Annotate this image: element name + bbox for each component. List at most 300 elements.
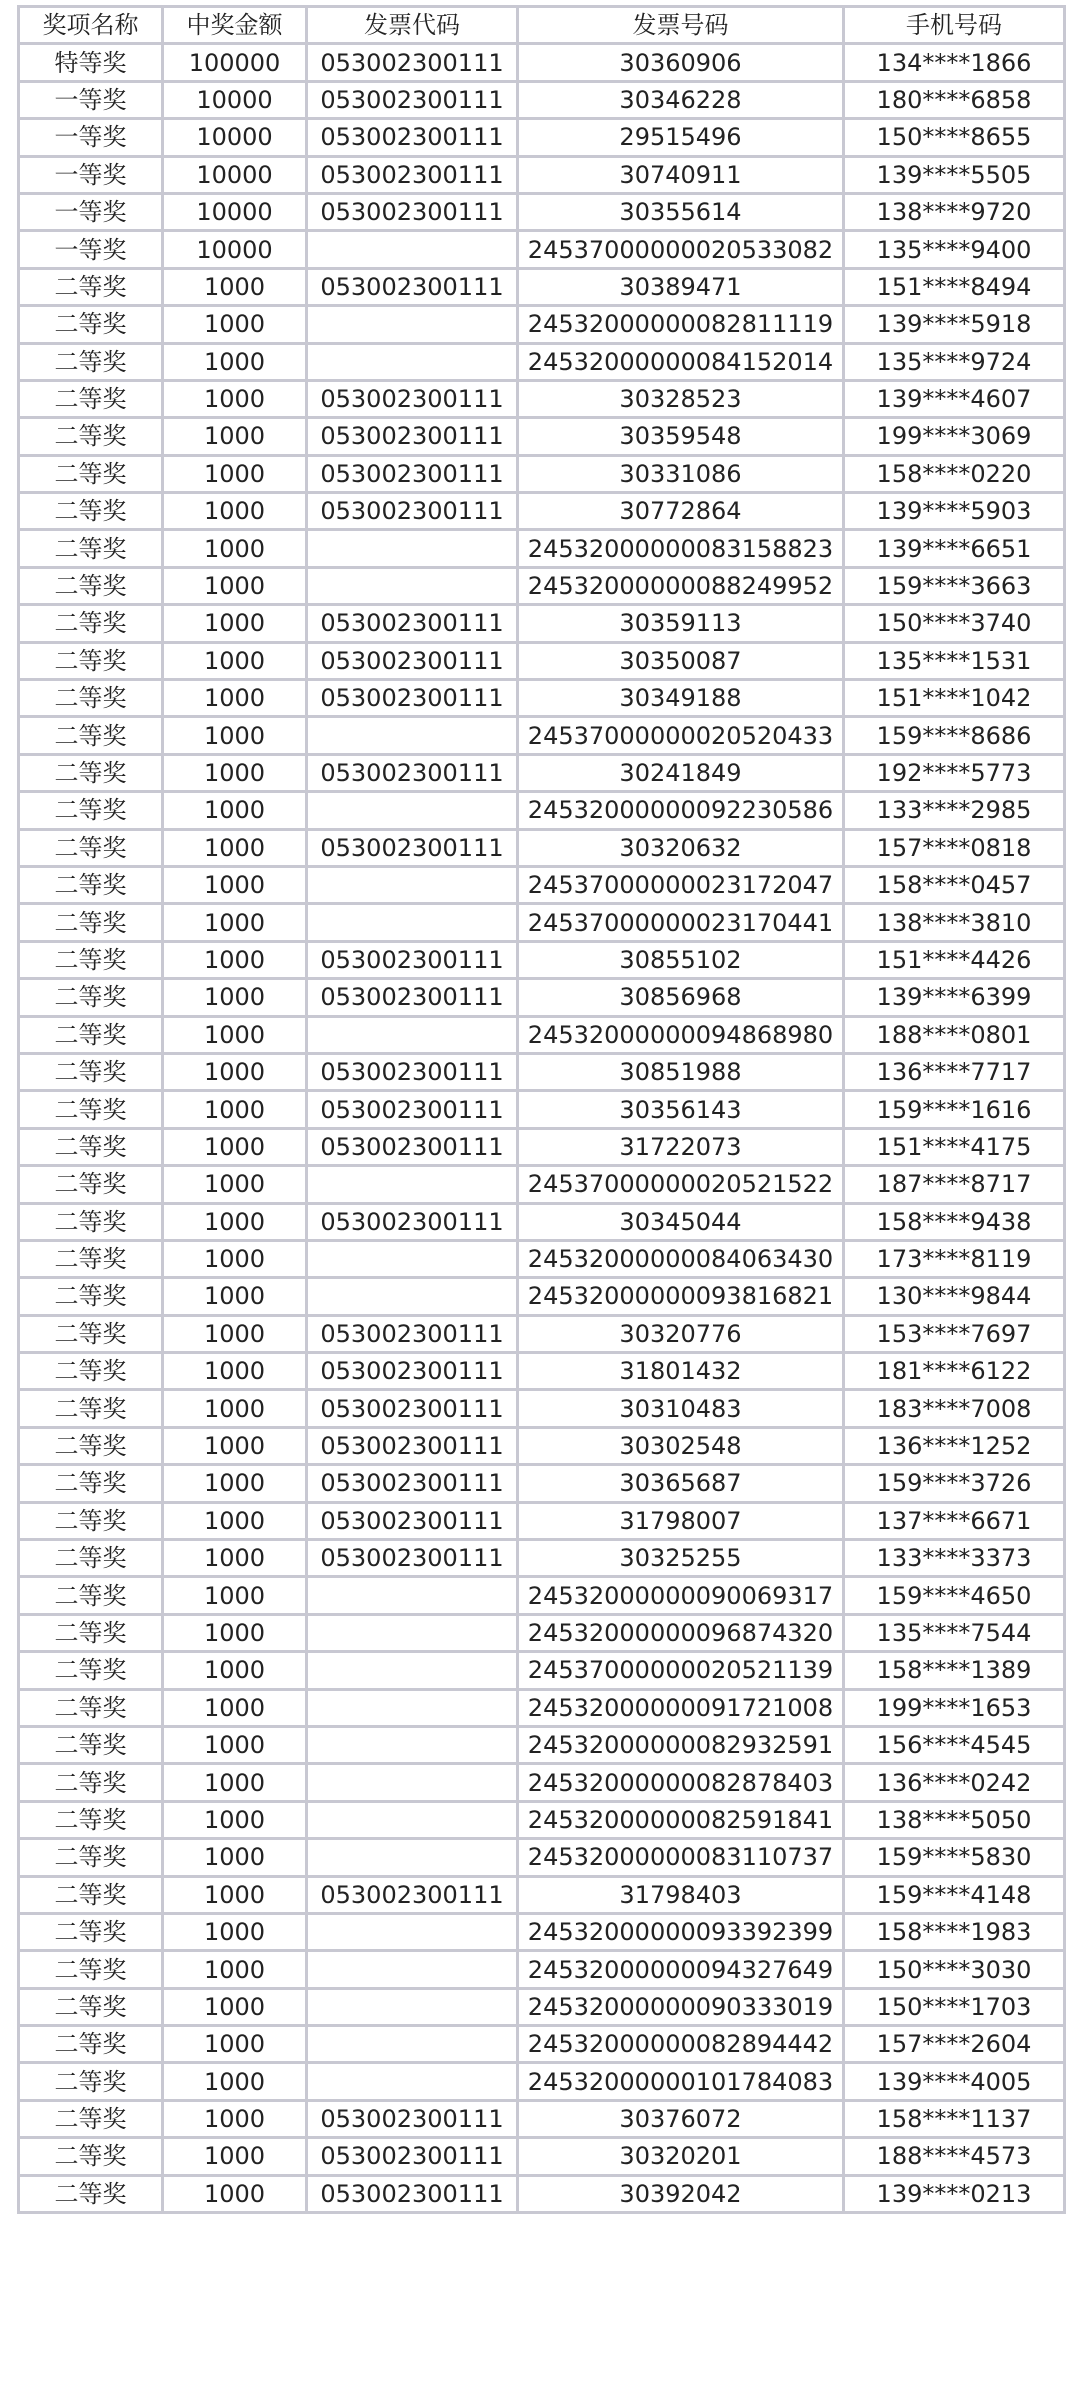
cell-invoice-number: 30360906 — [518, 44, 844, 81]
cell-phone-number: 159****3726 — [844, 1465, 1065, 1502]
cell-invoice-code — [307, 1016, 518, 1053]
cell-phone-number: 150****3740 — [844, 605, 1065, 642]
cell-prize-amount: 1000 — [163, 1353, 307, 1390]
table-row — [19, 455, 1065, 492]
cell-prize-name: 二等奖 — [19, 1951, 163, 1988]
table-row — [19, 380, 1065, 417]
cell-prize-name: 二等奖 — [19, 343, 163, 380]
cell-phone-number: 159****4148 — [844, 1876, 1065, 1913]
cell-invoice-number: 31798007 — [518, 1502, 844, 1539]
cell-invoice-number: 24537000000020521522 — [518, 1166, 844, 1203]
table-row — [19, 231, 1065, 268]
cell-prize-amount: 1000 — [163, 1091, 307, 1128]
cell-invoice-number: 24537000000020533082 — [518, 231, 844, 268]
cell-prize-name: 一等奖 — [19, 231, 163, 268]
cell-prize-name: 二等奖 — [19, 1614, 163, 1651]
cell-invoice-code: 053002300111 — [307, 1203, 518, 1240]
cell-phone-number: 158****9438 — [844, 1203, 1065, 1240]
cell-invoice-number: 24537000000023172047 — [518, 866, 844, 903]
cell-invoice-code — [307, 1614, 518, 1651]
cell-invoice-number: 30855102 — [518, 941, 844, 978]
cell-phone-number: 139****0213 — [844, 2175, 1065, 2212]
cell-invoice-code: 053002300111 — [307, 156, 518, 193]
table-row — [19, 1502, 1065, 1539]
cell-invoice-code: 053002300111 — [307, 979, 518, 1016]
cell-prize-amount: 1000 — [163, 904, 307, 941]
cell-prize-amount: 1000 — [163, 1128, 307, 1165]
table-row — [19, 1764, 1065, 1801]
cell-prize-amount: 10000 — [163, 193, 307, 230]
cell-prize-amount: 100000 — [163, 44, 307, 81]
cell-prize-amount: 1000 — [163, 792, 307, 829]
cell-phone-number: 156****4545 — [844, 1726, 1065, 1763]
cell-phone-number: 151****1042 — [844, 680, 1065, 717]
cell-prize-name: 一等奖 — [19, 156, 163, 193]
cell-invoice-number: 30302548 — [518, 1427, 844, 1464]
table-row — [19, 44, 1065, 81]
cell-prize-name: 二等奖 — [19, 605, 163, 642]
cell-prize-name: 二等奖 — [19, 1726, 163, 1763]
table-row — [19, 1128, 1065, 1165]
cell-prize-name: 二等奖 — [19, 1240, 163, 1277]
cell-prize-amount: 1000 — [163, 1801, 307, 1838]
cell-prize-name: 二等奖 — [19, 2100, 163, 2137]
cell-prize-name: 二等奖 — [19, 1988, 163, 2025]
cell-phone-number: 158****1137 — [844, 2100, 1065, 2137]
cell-prize-name: 二等奖 — [19, 866, 163, 903]
cell-prize-name: 二等奖 — [19, 567, 163, 604]
cell-invoice-number: 24532000000082878403 — [518, 1764, 844, 1801]
cell-prize-amount: 1000 — [163, 754, 307, 791]
cell-invoice-code: 053002300111 — [307, 2138, 518, 2175]
cell-invoice-number: 31798403 — [518, 1876, 844, 1913]
table-row — [19, 1726, 1065, 1763]
cell-phone-number: 158****0457 — [844, 866, 1065, 903]
table-row — [19, 493, 1065, 530]
cell-invoice-code: 053002300111 — [307, 1053, 518, 1090]
cell-invoice-number: 30772864 — [518, 493, 844, 530]
cell-invoice-number: 30320776 — [518, 1315, 844, 1352]
cell-prize-amount: 1000 — [163, 1913, 307, 1950]
cell-prize-amount: 10000 — [163, 231, 307, 268]
cell-phone-number: 135****7544 — [844, 1614, 1065, 1651]
cell-invoice-number: 29515496 — [518, 119, 844, 156]
cell-prize-amount: 1000 — [163, 1016, 307, 1053]
cell-invoice-code: 053002300111 — [307, 268, 518, 305]
table-row — [19, 1689, 1065, 1726]
cell-prize-amount: 1000 — [163, 1502, 307, 1539]
cell-prize-amount: 1000 — [163, 941, 307, 978]
cell-invoice-number: 30389471 — [518, 268, 844, 305]
cell-invoice-code — [307, 1764, 518, 1801]
cell-prize-name: 二等奖 — [19, 1652, 163, 1689]
header-prize-name: 奖项名称 — [19, 7, 163, 44]
cell-invoice-number: 31801432 — [518, 1353, 844, 1390]
winner-list-sheet — [17, 5, 1063, 2214]
cell-invoice-code — [307, 1951, 518, 1988]
cell-invoice-code: 053002300111 — [307, 2100, 518, 2137]
cell-prize-name: 二等奖 — [19, 829, 163, 866]
cell-phone-number: 135****9724 — [844, 343, 1065, 380]
cell-prize-amount: 1000 — [163, 1166, 307, 1203]
cell-phone-number: 159****4650 — [844, 1577, 1065, 1614]
table-row — [19, 156, 1065, 193]
cell-prize-name: 二等奖 — [19, 1091, 163, 1128]
table-row — [19, 2063, 1065, 2100]
cell-invoice-code: 053002300111 — [307, 380, 518, 417]
cell-prize-name: 二等奖 — [19, 380, 163, 417]
cell-phone-number: 135****1531 — [844, 642, 1065, 679]
cell-prize-amount: 1000 — [163, 1540, 307, 1577]
cell-invoice-code: 053002300111 — [307, 642, 518, 679]
cell-invoice-code — [307, 904, 518, 941]
cell-invoice-code — [307, 530, 518, 567]
cell-invoice-code — [307, 1988, 518, 2025]
header-invoice-code: 发票代码 — [307, 7, 518, 44]
cell-invoice-code: 053002300111 — [307, 193, 518, 230]
cell-invoice-number: 24532000000083158823 — [518, 530, 844, 567]
cell-invoice-number: 30328523 — [518, 380, 844, 417]
table-row — [19, 1166, 1065, 1203]
cell-phone-number: 151****4175 — [844, 1128, 1065, 1165]
table-row — [19, 1091, 1065, 1128]
cell-prize-amount: 1000 — [163, 642, 307, 679]
cell-phone-number: 138****9720 — [844, 193, 1065, 230]
cell-invoice-code — [307, 231, 518, 268]
cell-invoice-number: 24532000000092230586 — [518, 792, 844, 829]
table-row — [19, 119, 1065, 156]
cell-prize-amount: 1000 — [163, 1390, 307, 1427]
table-row — [19, 1053, 1065, 1090]
cell-prize-name: 二等奖 — [19, 904, 163, 941]
cell-phone-number: 199****3069 — [844, 418, 1065, 455]
cell-phone-number: 181****6122 — [844, 1353, 1065, 1390]
cell-prize-name: 一等奖 — [19, 193, 163, 230]
cell-invoice-code — [307, 567, 518, 604]
cell-invoice-code: 053002300111 — [307, 1502, 518, 1539]
cell-prize-amount: 10000 — [163, 156, 307, 193]
table-row — [19, 2175, 1065, 2212]
cell-invoice-code — [307, 2063, 518, 2100]
cell-phone-number: 159****3663 — [844, 567, 1065, 604]
cell-invoice-number: 30392042 — [518, 2175, 844, 2212]
cell-prize-name: 二等奖 — [19, 2138, 163, 2175]
table-row — [19, 81, 1065, 118]
table-row — [19, 1876, 1065, 1913]
table-row — [19, 2138, 1065, 2175]
cell-invoice-number: 24532000000101784083 — [518, 2063, 844, 2100]
cell-phone-number: 150****8655 — [844, 119, 1065, 156]
cell-prize-amount: 1000 — [163, 2100, 307, 2137]
cell-prize-amount: 1000 — [163, 306, 307, 343]
table-row — [19, 605, 1065, 642]
cell-phone-number: 139****5505 — [844, 156, 1065, 193]
cell-invoice-code — [307, 343, 518, 380]
cell-prize-name: 二等奖 — [19, 642, 163, 679]
cell-invoice-code — [307, 306, 518, 343]
cell-invoice-code: 053002300111 — [307, 1091, 518, 1128]
cell-prize-amount: 1000 — [163, 343, 307, 380]
table-row — [19, 866, 1065, 903]
cell-invoice-number: 30310483 — [518, 1390, 844, 1427]
cell-prize-amount: 1000 — [163, 680, 307, 717]
table-row — [19, 680, 1065, 717]
cell-phone-number: 135****9400 — [844, 231, 1065, 268]
cell-phone-number: 137****6671 — [844, 1502, 1065, 1539]
cell-invoice-code: 053002300111 — [307, 44, 518, 81]
cell-invoice-code: 053002300111 — [307, 1390, 518, 1427]
table-row — [19, 530, 1065, 567]
cell-prize-name: 二等奖 — [19, 1465, 163, 1502]
cell-invoice-code: 053002300111 — [307, 1540, 518, 1577]
cell-invoice-code: 053002300111 — [307, 1427, 518, 1464]
cell-phone-number: 173****8119 — [844, 1240, 1065, 1277]
cell-phone-number: 192****5773 — [844, 754, 1065, 791]
cell-prize-name: 二等奖 — [19, 306, 163, 343]
cell-phone-number: 136****1252 — [844, 1427, 1065, 1464]
cell-prize-name: 二等奖 — [19, 2063, 163, 2100]
cell-prize-amount: 1000 — [163, 1764, 307, 1801]
cell-prize-name: 二等奖 — [19, 792, 163, 829]
cell-prize-name: 二等奖 — [19, 1315, 163, 1352]
cell-invoice-number: 30320632 — [518, 829, 844, 866]
cell-invoice-code: 053002300111 — [307, 2175, 518, 2212]
cell-phone-number: 158****1983 — [844, 1913, 1065, 1950]
cell-phone-number: 139****6399 — [844, 979, 1065, 1016]
cell-prize-amount: 10000 — [163, 119, 307, 156]
cell-invoice-code — [307, 1577, 518, 1614]
cell-invoice-code: 053002300111 — [307, 829, 518, 866]
table-row — [19, 1801, 1065, 1838]
cell-phone-number: 180****6858 — [844, 81, 1065, 118]
cell-phone-number: 153****7697 — [844, 1315, 1065, 1352]
cell-phone-number: 159****8686 — [844, 717, 1065, 754]
cell-prize-amount: 1000 — [163, 455, 307, 492]
cell-invoice-number: 30331086 — [518, 455, 844, 492]
cell-prize-name: 二等奖 — [19, 1876, 163, 1913]
table-row — [19, 829, 1065, 866]
cell-prize-name: 二等奖 — [19, 1053, 163, 1090]
cell-prize-amount: 1000 — [163, 530, 307, 567]
cell-phone-number: 133****3373 — [844, 1540, 1065, 1577]
cell-phone-number: 134****1866 — [844, 44, 1065, 81]
cell-invoice-number: 30356143 — [518, 1091, 844, 1128]
cell-prize-amount: 1000 — [163, 1465, 307, 1502]
cell-prize-name: 二等奖 — [19, 941, 163, 978]
cell-prize-amount: 1000 — [163, 866, 307, 903]
cell-invoice-number: 30359548 — [518, 418, 844, 455]
table-row — [19, 1315, 1065, 1352]
cell-invoice-number: 24532000000082591841 — [518, 1801, 844, 1838]
table-row — [19, 268, 1065, 305]
cell-prize-name: 二等奖 — [19, 1540, 163, 1577]
cell-phone-number: 151****4426 — [844, 941, 1065, 978]
cell-phone-number: 150****3030 — [844, 1951, 1065, 1988]
table-row — [19, 1016, 1065, 1053]
cell-prize-name: 二等奖 — [19, 1839, 163, 1876]
cell-invoice-number: 24532000000094868980 — [518, 1016, 844, 1053]
cell-phone-number: 136****0242 — [844, 1764, 1065, 1801]
cell-invoice-number: 30359113 — [518, 605, 844, 642]
table-row — [19, 2100, 1065, 2137]
cell-phone-number: 139****6651 — [844, 530, 1065, 567]
cell-invoice-number: 30365687 — [518, 1465, 844, 1502]
header-phone-number: 手机号码 — [844, 7, 1065, 44]
table-row — [19, 1427, 1065, 1464]
cell-prize-amount: 1000 — [163, 1577, 307, 1614]
cell-phone-number: 138****3810 — [844, 904, 1065, 941]
cell-prize-amount: 1000 — [163, 1427, 307, 1464]
cell-prize-name: 二等奖 — [19, 1016, 163, 1053]
cell-invoice-code: 053002300111 — [307, 754, 518, 791]
cell-prize-name: 二等奖 — [19, 717, 163, 754]
cell-invoice-number: 24532000000082811119 — [518, 306, 844, 343]
cell-phone-number: 139****4607 — [844, 380, 1065, 417]
cell-invoice-code — [307, 2026, 518, 2063]
cell-invoice-code — [307, 1801, 518, 1838]
cell-prize-amount: 1000 — [163, 829, 307, 866]
cell-invoice-number: 31722073 — [518, 1128, 844, 1165]
table-row — [19, 1278, 1065, 1315]
cell-invoice-number: 30740911 — [518, 156, 844, 193]
cell-invoice-number: 30349188 — [518, 680, 844, 717]
cell-prize-name: 二等奖 — [19, 1128, 163, 1165]
table-row — [19, 1951, 1065, 1988]
cell-prize-name: 二等奖 — [19, 1278, 163, 1315]
table-row — [19, 1540, 1065, 1577]
cell-prize-name: 二等奖 — [19, 1427, 163, 1464]
table-row — [19, 941, 1065, 978]
table-body — [19, 44, 1065, 2213]
cell-invoice-code: 053002300111 — [307, 81, 518, 118]
cell-invoice-number: 24537000000023170441 — [518, 904, 844, 941]
winner-table — [17, 5, 1066, 2214]
cell-prize-amount: 1000 — [163, 1839, 307, 1876]
cell-invoice-code: 053002300111 — [307, 605, 518, 642]
cell-prize-name: 二等奖 — [19, 493, 163, 530]
cell-invoice-number: 30346228 — [518, 81, 844, 118]
table-row — [19, 754, 1065, 791]
table-row — [19, 1577, 1065, 1614]
cell-invoice-code: 053002300111 — [307, 1465, 518, 1502]
cell-invoice-number: 24537000000020520433 — [518, 717, 844, 754]
cell-phone-number: 136****7717 — [844, 1053, 1065, 1090]
cell-prize-name: 二等奖 — [19, 1764, 163, 1801]
cell-prize-amount: 10000 — [163, 81, 307, 118]
cell-invoice-code: 053002300111 — [307, 1315, 518, 1352]
cell-prize-name: 二等奖 — [19, 1502, 163, 1539]
cell-prize-amount: 1000 — [163, 1689, 307, 1726]
cell-invoice-code — [307, 1689, 518, 1726]
cell-invoice-number: 30345044 — [518, 1203, 844, 1240]
cell-invoice-number: 24532000000082894442 — [518, 2026, 844, 2063]
table-header-row — [19, 7, 1065, 44]
cell-invoice-number: 24532000000084152014 — [518, 343, 844, 380]
table-row — [19, 1652, 1065, 1689]
cell-invoice-number: 24532000000088249952 — [518, 567, 844, 604]
cell-prize-name: 二等奖 — [19, 979, 163, 1016]
cell-prize-amount: 1000 — [163, 1278, 307, 1315]
cell-invoice-number: 30856968 — [518, 979, 844, 1016]
cell-phone-number: 159****1616 — [844, 1091, 1065, 1128]
cell-phone-number: 188****4573 — [844, 2138, 1065, 2175]
cell-prize-amount: 1000 — [163, 717, 307, 754]
cell-phone-number: 157****2604 — [844, 2026, 1065, 2063]
cell-invoice-number: 24532000000084063430 — [518, 1240, 844, 1277]
table-row — [19, 1240, 1065, 1277]
cell-invoice-code: 053002300111 — [307, 680, 518, 717]
cell-prize-name: 二等奖 — [19, 1166, 163, 1203]
table-row — [19, 343, 1065, 380]
cell-invoice-number: 24532000000096874320 — [518, 1614, 844, 1651]
cell-invoice-code: 053002300111 — [307, 1876, 518, 1913]
cell-prize-amount: 1000 — [163, 2026, 307, 2063]
cell-invoice-number: 24532000000082932591 — [518, 1726, 844, 1763]
cell-invoice-code: 053002300111 — [307, 418, 518, 455]
table-row — [19, 193, 1065, 230]
table-row — [19, 642, 1065, 679]
cell-invoice-code: 053002300111 — [307, 941, 518, 978]
cell-prize-amount: 1000 — [163, 1240, 307, 1277]
cell-invoice-number: 24532000000094327649 — [518, 1951, 844, 1988]
cell-phone-number: 138****5050 — [844, 1801, 1065, 1838]
cell-invoice-number: 30350087 — [518, 642, 844, 679]
table-row — [19, 1353, 1065, 1390]
cell-invoice-code — [307, 792, 518, 829]
cell-invoice-code — [307, 717, 518, 754]
cell-phone-number: 188****0801 — [844, 1016, 1065, 1053]
table-row — [19, 1465, 1065, 1502]
cell-prize-amount: 1000 — [163, 1652, 307, 1689]
cell-prize-amount: 1000 — [163, 268, 307, 305]
cell-invoice-code — [307, 1839, 518, 1876]
cell-invoice-number: 30376072 — [518, 2100, 844, 2137]
table-row — [19, 792, 1065, 829]
cell-phone-number: 183****7008 — [844, 1390, 1065, 1427]
table-row — [19, 1203, 1065, 1240]
cell-phone-number: 151****8494 — [844, 268, 1065, 305]
cell-invoice-number: 30325255 — [518, 1540, 844, 1577]
cell-invoice-code — [307, 1278, 518, 1315]
cell-phone-number: 133****2985 — [844, 792, 1065, 829]
cell-phone-number: 139****5918 — [844, 306, 1065, 343]
table-row — [19, 306, 1065, 343]
cell-invoice-code — [307, 1240, 518, 1277]
cell-phone-number: 187****8717 — [844, 1166, 1065, 1203]
table-row — [19, 979, 1065, 1016]
table-row — [19, 1988, 1065, 2025]
cell-prize-name: 二等奖 — [19, 1913, 163, 1950]
cell-phone-number: 150****1703 — [844, 1988, 1065, 2025]
cell-phone-number: 158****0220 — [844, 455, 1065, 492]
cell-prize-amount: 1000 — [163, 567, 307, 604]
cell-prize-name: 二等奖 — [19, 680, 163, 717]
cell-prize-name: 二等奖 — [19, 2026, 163, 2063]
cell-invoice-number: 24532000000091721008 — [518, 1689, 844, 1726]
cell-prize-name: 特等奖 — [19, 44, 163, 81]
cell-prize-amount: 1000 — [163, 2175, 307, 2212]
cell-prize-name: 二等奖 — [19, 1801, 163, 1838]
cell-phone-number: 157****0818 — [844, 829, 1065, 866]
cell-phone-number: 139****5903 — [844, 493, 1065, 530]
cell-invoice-number: 24532000000093816821 — [518, 1278, 844, 1315]
table-row — [19, 1614, 1065, 1651]
cell-invoice-number: 30241849 — [518, 754, 844, 791]
cell-prize-name: 一等奖 — [19, 119, 163, 156]
cell-prize-name: 二等奖 — [19, 1353, 163, 1390]
table-row — [19, 1913, 1065, 1950]
cell-prize-amount: 1000 — [163, 2063, 307, 2100]
